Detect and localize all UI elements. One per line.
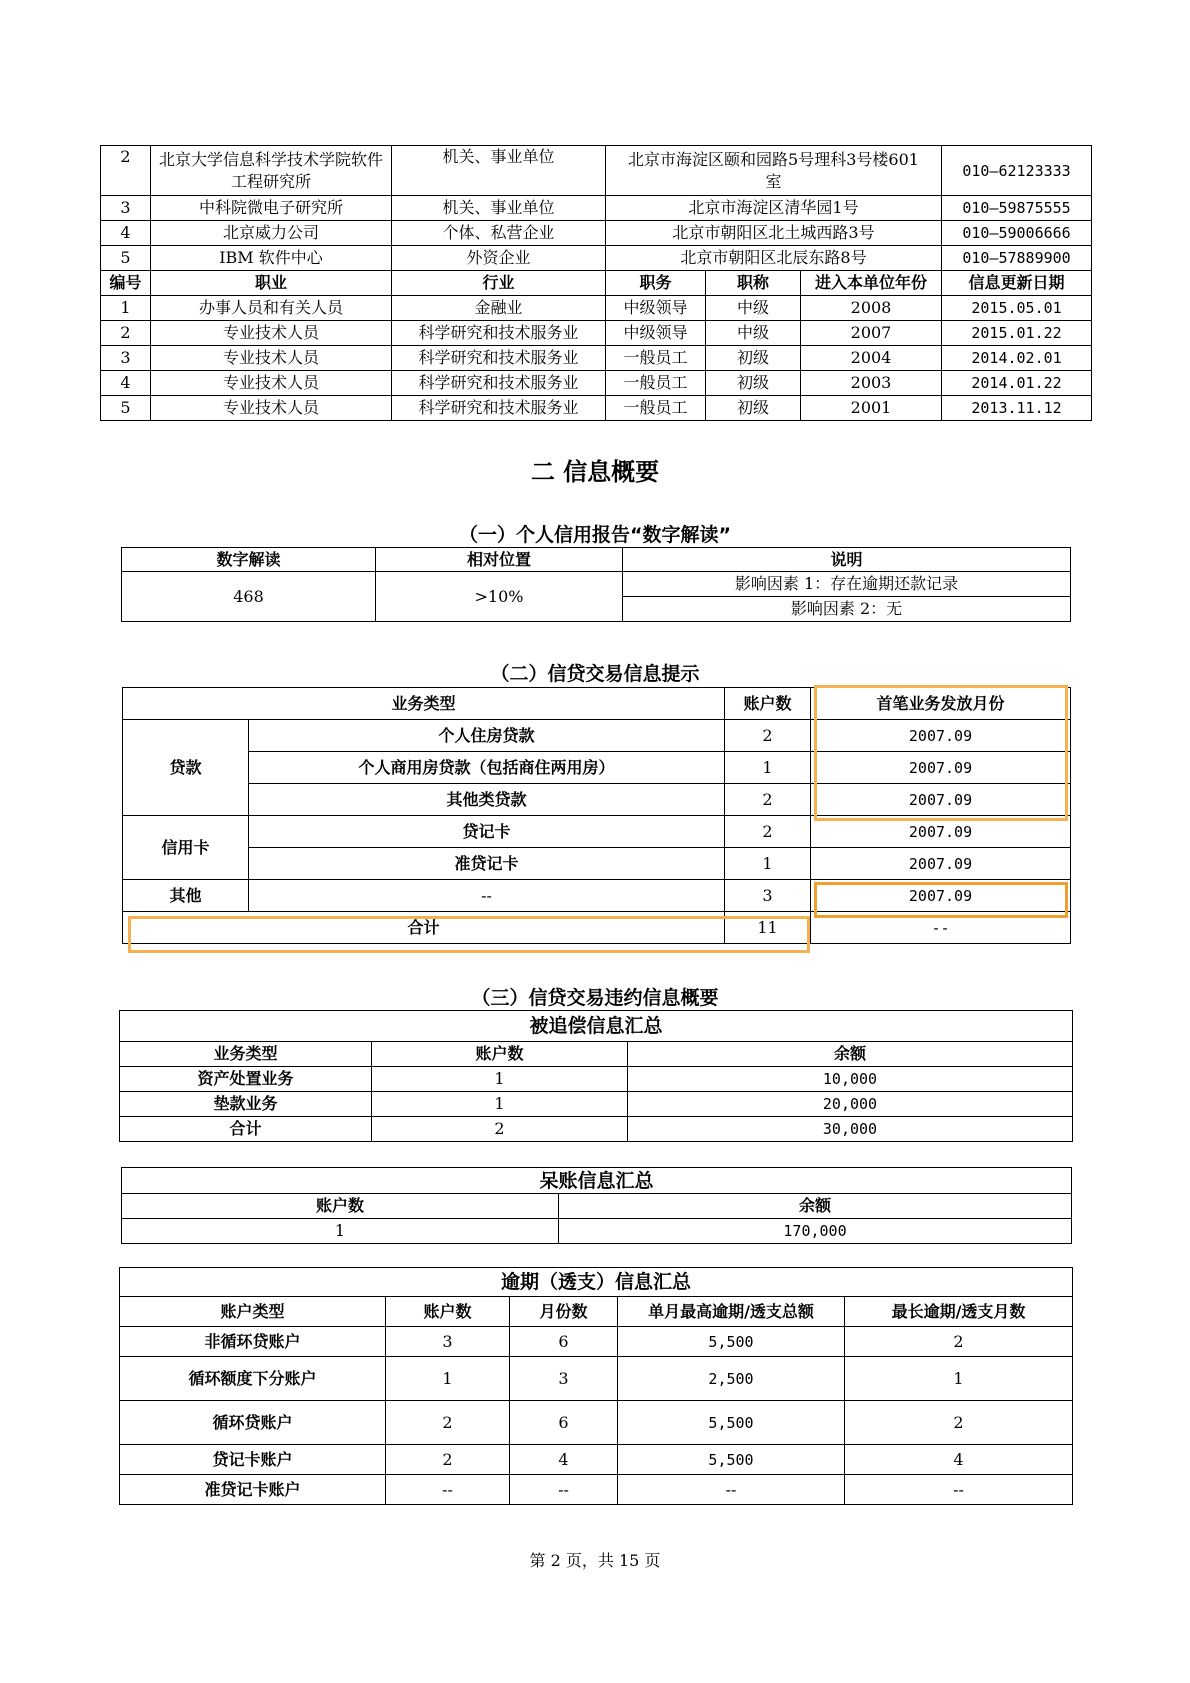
credit-month: 2007.09 [811, 880, 1071, 912]
job-cell: 中级领导 [606, 321, 706, 346]
overdue-cell: 1 [386, 1357, 510, 1401]
recovered-cell: 2 [372, 1117, 628, 1142]
baddebt-header-row [122, 1194, 1072, 1219]
employer-address: 北京市朝阳区北辰东路8号 [606, 246, 942, 271]
job-header: 行业 [392, 271, 606, 296]
overdue-header: 账户类型 [120, 1297, 386, 1327]
job-row [101, 321, 1092, 346]
employer-name: 中科院微电子研究所 [151, 196, 392, 221]
employer-name: 北京威力公司 [151, 221, 392, 246]
overdue-cell: 2 [845, 1327, 1073, 1357]
overdue-cell: 2 [845, 1401, 1073, 1445]
overdue-row [120, 1401, 1073, 1445]
employer-phone: 010—59006666 [942, 221, 1092, 246]
score-table [121, 547, 1071, 622]
recovered-cell: 10,000 [628, 1067, 1073, 1092]
overdue-cell: 2 [386, 1445, 510, 1475]
overdue-row [120, 1445, 1073, 1475]
credit-type: 个人商用房贷款（包括商住两用房） [249, 752, 725, 784]
job-cell: 4 [101, 371, 151, 396]
recovered-header: 账户数 [372, 1042, 628, 1067]
credit-month: 2007.09 [811, 816, 1071, 848]
highlight-box-other-month [814, 882, 1068, 918]
employer-no: 4 [101, 221, 151, 246]
credit-type: 准贷记卡 [249, 848, 725, 880]
credit-type: 贷记卡 [249, 816, 725, 848]
employer-type: 机关、事业单位 [392, 196, 606, 221]
overdue-cell: -- [845, 1475, 1073, 1505]
employer-no: 3 [101, 196, 151, 221]
job-header: 信息更新日期 [942, 271, 1092, 296]
credit-row [123, 848, 1071, 880]
job-cell: 科学研究和技术服务业 [392, 321, 606, 346]
job-cell: 2014.01.22 [942, 371, 1092, 396]
overdue-cell: 2,500 [618, 1357, 845, 1401]
credit-total-count: 11 [725, 912, 811, 944]
job-cell: 专业技术人员 [151, 346, 392, 371]
credit-month: 2007.09 [811, 784, 1071, 816]
loan-group-label: 贷款 [123, 720, 249, 816]
recovered-header: 业务类型 [120, 1042, 372, 1067]
job-cell: 科学研究和技术服务业 [392, 371, 606, 396]
job-cell: 一般员工 [606, 396, 706, 421]
recovered-header-row [120, 1042, 1073, 1067]
job-cell: 2003 [801, 371, 942, 396]
highlight-box-first-month [814, 685, 1068, 821]
job-cell: 2013.11.12 [942, 396, 1092, 421]
recovered-cell: 1 [372, 1067, 628, 1092]
overdue-row [120, 1475, 1073, 1505]
job-cell: 专业技术人员 [151, 321, 392, 346]
overdue-row [120, 1327, 1073, 1357]
credit-count: 2 [725, 720, 811, 752]
credit-count: 3 [725, 880, 811, 912]
credit-total-month: -- [811, 912, 1071, 944]
score-header: 数字解读 [122, 548, 376, 572]
employer-row [101, 246, 1092, 271]
overdue-cell: 贷记卡账户 [120, 1445, 386, 1475]
overdue-header: 账户数 [386, 1297, 510, 1327]
job-cell: 初级 [706, 346, 801, 371]
recovered-cell: 20,000 [628, 1092, 1073, 1117]
credit-count: 2 [725, 816, 811, 848]
job-cell: 2 [101, 321, 151, 346]
overdue-cell: 3 [386, 1327, 510, 1357]
job-header: 职务 [606, 271, 706, 296]
highlight-box-total [128, 916, 810, 953]
employer-no: 2 [101, 146, 151, 196]
overdue-row [120, 1357, 1073, 1401]
recovered-row [120, 1117, 1073, 1142]
credit-header: 账户数 [725, 688, 811, 720]
score-title: （一）个人信用报告“数字解读” [459, 524, 731, 546]
job-cell: 2015.01.22 [942, 321, 1092, 346]
job-row [101, 346, 1092, 371]
overdue-cell: 6 [510, 1401, 618, 1445]
score-header-row [122, 548, 1071, 572]
score-value: 468 [122, 572, 376, 622]
job-cell: 3 [101, 346, 151, 371]
employer-row [101, 196, 1092, 221]
overdue-cell: 3 [510, 1357, 618, 1401]
overdue-header: 月份数 [510, 1297, 618, 1327]
employer-name: 北京大学信息科学技术学院软件工程研究所 [151, 146, 392, 196]
credit-total-label: 合计 [123, 912, 725, 944]
credit-type: 个人住房贷款 [249, 720, 725, 752]
baddebt-table [121, 1167, 1072, 1244]
job-cell: 2014.02.01 [942, 346, 1092, 371]
job-cell: 科学研究和技术服务业 [392, 396, 606, 421]
employer-job-table [100, 145, 1092, 421]
recovered-row [120, 1092, 1073, 1117]
overdue-cell: 5,500 [618, 1445, 845, 1475]
overdue-cell: 6 [510, 1327, 618, 1357]
job-header: 职称 [706, 271, 801, 296]
recovered-cell: 1 [372, 1092, 628, 1117]
recovered-header: 余额 [628, 1042, 1073, 1067]
job-row [101, 371, 1092, 396]
employer-type: 外资企业 [392, 246, 606, 271]
employer-row [101, 221, 1092, 246]
credit-type: 其他类贷款 [249, 784, 725, 816]
other-group-label: 其他 [123, 880, 249, 912]
job-header: 进入本单位年份 [801, 271, 942, 296]
job-header: 编号 [101, 271, 151, 296]
job-cell: 初级 [706, 371, 801, 396]
job-cell: 办事人员和有关人员 [151, 296, 392, 321]
baddebt-cell: 1 [122, 1219, 559, 1244]
job-cell: 中级领导 [606, 296, 706, 321]
employer-phone: 010—59875555 [942, 196, 1092, 221]
baddebt-header: 账户数 [122, 1194, 559, 1219]
overdue-cell: 5,500 [618, 1327, 845, 1357]
overdue-cell: 4 [845, 1445, 1073, 1475]
job-cell: 1 [101, 296, 151, 321]
credit-month: 2007.09 [811, 848, 1071, 880]
recovered-title: 被追偿信息汇总 [120, 1011, 1073, 1042]
credit-month: 2007.09 [811, 720, 1071, 752]
overdue-header: 最长逾期/透支月数 [845, 1297, 1073, 1327]
job-cell: 中级 [706, 296, 801, 321]
overdue-cell: -- [386, 1475, 510, 1505]
score-header: 相对位置 [376, 548, 623, 572]
job-cell: 5 [101, 396, 151, 421]
employer-phone: 010—62123333 [942, 146, 1092, 196]
credit-count: 1 [725, 752, 811, 784]
page-footer: 第 2 页，共 15 页 [529, 1551, 661, 1570]
section-title: 二 信息概要 [530, 458, 660, 486]
credit-header: 首笔业务发放月份 [811, 688, 1071, 720]
job-cell: 2008 [801, 296, 942, 321]
job-cell: 中级 [706, 321, 801, 346]
credit-header: 业务类型 [123, 688, 725, 720]
employer-phone: 010—57889900 [942, 246, 1092, 271]
employer-address: 北京市海淀区颐和园路5号理科3号楼601室 [606, 146, 942, 196]
credit-title: （二）信贷交易信息提示 [490, 663, 700, 685]
score-factor-2: 影响因素 2：无 [623, 597, 1071, 622]
baddebt-header: 余额 [559, 1194, 1072, 1219]
job-cell: 2015.05.01 [942, 296, 1092, 321]
overdue-cell: 循环额度下分账户 [120, 1357, 386, 1401]
recovered-table [119, 1010, 1073, 1142]
employer-address: 北京市朝阳区北土城西路3号 [606, 221, 942, 246]
credit-count: 1 [725, 848, 811, 880]
overdue-cell: 准贷记卡账户 [120, 1475, 386, 1505]
overdue-header: 单月最高逾期/透支总额 [618, 1297, 845, 1327]
employer-no: 5 [101, 246, 151, 271]
default-title: （三）信贷交易违约信息概要 [471, 987, 719, 1009]
baddebt-title: 呆账信息汇总 [122, 1168, 1072, 1194]
job-cell: 2007 [801, 321, 942, 346]
score-header: 说明 [623, 548, 1071, 572]
baddebt-row [122, 1219, 1072, 1244]
score-factor-1: 影响因素 1：存在逾期还款记录 [623, 572, 1071, 597]
overdue-cell: 循环贷账户 [120, 1401, 386, 1445]
score-position: >10% [376, 572, 623, 622]
job-cell: 金融业 [392, 296, 606, 321]
employer-row [101, 146, 1092, 196]
card-group-label: 信用卡 [123, 816, 249, 880]
overdue-cell: 5,500 [618, 1401, 845, 1445]
job-cell: 专业技术人员 [151, 371, 392, 396]
job-cell: 2001 [801, 396, 942, 421]
overdue-cell: -- [510, 1475, 618, 1505]
employer-type: 机关、事业单位 [392, 146, 606, 196]
job-cell: 专业技术人员 [151, 396, 392, 421]
job-cell: 初级 [706, 396, 801, 421]
recovered-row [120, 1067, 1073, 1092]
job-row [101, 296, 1092, 321]
overdue-cell: 4 [510, 1445, 618, 1475]
employer-name: IBM 软件中心 [151, 246, 392, 271]
employer-address: 北京市海淀区清华园1号 [606, 196, 942, 221]
overdue-title: 逾期（透支）信息汇总 [120, 1268, 1073, 1297]
job-cell: 一般员工 [606, 371, 706, 396]
job-row [101, 396, 1092, 421]
credit-type: -- [249, 880, 725, 912]
recovered-cell: 合计 [120, 1117, 372, 1142]
overdue-header-row [120, 1297, 1073, 1327]
job-cell: 2004 [801, 346, 942, 371]
recovered-cell: 垫款业务 [120, 1092, 372, 1117]
employer-type: 个体、私营企业 [392, 221, 606, 246]
job-header-row [101, 271, 1092, 296]
job-header: 职业 [151, 271, 392, 296]
overdue-cell: -- [618, 1475, 845, 1505]
overdue-cell: 1 [845, 1357, 1073, 1401]
overdue-cell: 2 [386, 1401, 510, 1445]
job-cell: 一般员工 [606, 346, 706, 371]
job-cell: 科学研究和技术服务业 [392, 346, 606, 371]
credit-month: 2007.09 [811, 752, 1071, 784]
credit-count: 2 [725, 784, 811, 816]
recovered-cell: 30,000 [628, 1117, 1073, 1142]
recovered-cell: 资产处置业务 [120, 1067, 372, 1092]
overdue-table [119, 1267, 1073, 1505]
overdue-cell: 非循环贷账户 [120, 1327, 386, 1357]
baddebt-cell: 170,000 [559, 1219, 1072, 1244]
